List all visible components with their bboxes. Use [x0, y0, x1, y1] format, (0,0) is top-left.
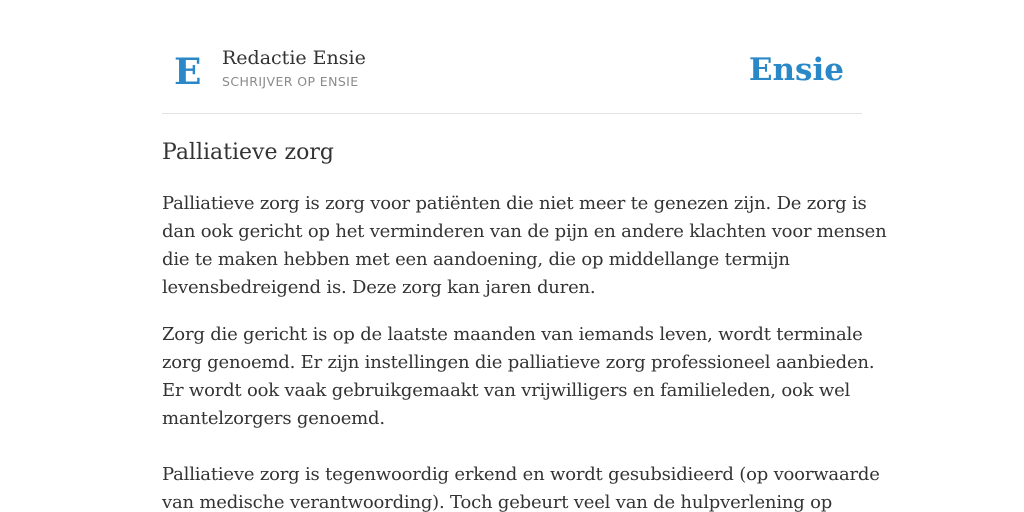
author-header — [162, 0, 862, 114]
paragraph-line: Zorg die gericht is op de laatste maanden van iemands leven, wordt terminale — [162, 324, 863, 345]
paragraph-line: Er wordt ook vaak gebruikgemaakt van vrijwilligers en familieleden, ook wel — [162, 380, 851, 401]
paragraph-line: Palliatieve zorg is tegenwoordig erkend en wordt gesubsidieerd (op voorwaarde — [162, 464, 880, 485]
brand-logo[interactable]: Ensie — [748, 52, 844, 88]
paragraph-line: van medische verantwoording). Toch gebeurt veel van de hulpverlening op — [162, 492, 833, 512]
paragraph-line: levensbedreigend is. Deze zorg kan jaren duren. — [162, 277, 596, 298]
paragraph-line: Palliatieve zorg is zorg voor patiënten die niet meer te genezen zijn. De zorg is — [162, 193, 867, 214]
article-paragraph — [162, 461, 880, 512]
paragraph-line: dan ook gericht op het verminderen van de pijn en andere klachten voor mensen — [162, 221, 887, 242]
article — [162, 134, 887, 512]
article-paragraph — [162, 190, 887, 302]
author-role: SCHRIJVER OP ENSIE — [222, 74, 359, 89]
paragraph-line: zorg genoemd. Er zijn instellingen die palliatieve zorg professioneel aanbieden. — [162, 352, 875, 373]
avatar[interactable]: E — [174, 51, 202, 93]
article-title: Palliatieve zorg — [162, 140, 334, 165]
paragraph-line: die te maken hebben met een aandoening, die op middellange termijn — [162, 249, 790, 270]
paragraph-line: mantelzorgers genoemd. — [162, 408, 385, 429]
article-paragraph — [162, 321, 875, 433]
author-name[interactable]: Redactie Ensie — [222, 47, 366, 69]
